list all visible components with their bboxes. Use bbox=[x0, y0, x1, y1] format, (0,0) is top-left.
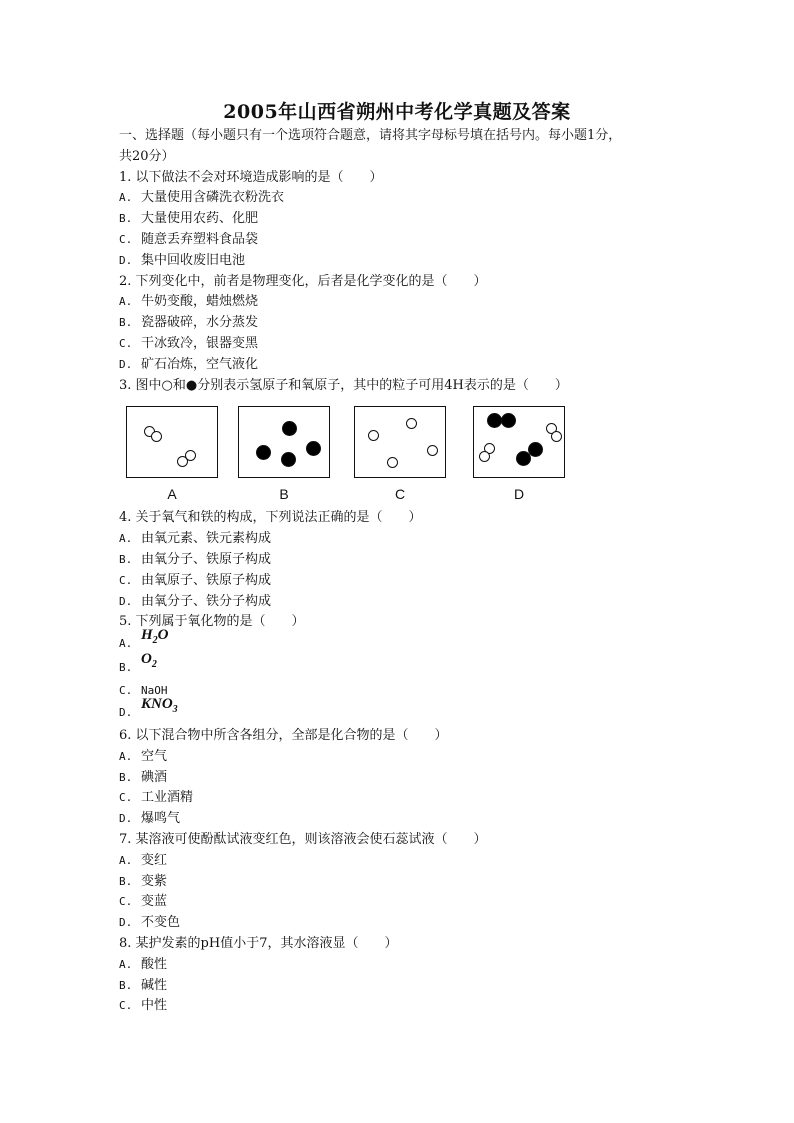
option-letter: A. bbox=[119, 532, 133, 546]
formula-subscript: 2 bbox=[151, 659, 157, 671]
question-4-option-d bbox=[119, 592, 679, 613]
option-text: 随意丢弃塑料食品袋 bbox=[141, 231, 259, 247]
option-text: 爆鸣气 bbox=[141, 811, 181, 827]
hydrogen-atom bbox=[185, 450, 196, 461]
oxygen-atom bbox=[306, 441, 321, 456]
option-text: 大量使用农药、化肥 bbox=[141, 211, 259, 227]
option-letter: C. bbox=[119, 895, 133, 909]
question-2-option-c bbox=[119, 334, 679, 355]
option-letter: A. bbox=[119, 637, 133, 651]
option-letter: D. bbox=[119, 812, 133, 826]
option-text: 酸性 bbox=[141, 956, 168, 972]
question-7-option-c bbox=[119, 892, 679, 913]
question-7-option-a bbox=[119, 851, 679, 872]
question-2-option-b bbox=[119, 313, 679, 334]
question-8-option-a bbox=[119, 955, 679, 976]
option-letter: C. bbox=[119, 573, 133, 587]
option-text: 中性 bbox=[141, 998, 168, 1014]
question-7-option-d bbox=[119, 913, 679, 934]
option-letter: B. bbox=[119, 874, 133, 888]
option-text: NaOH bbox=[141, 684, 168, 698]
figure-label-d: D bbox=[513, 486, 525, 503]
option-letter: A. bbox=[119, 295, 133, 309]
formula-kno3 bbox=[141, 695, 178, 715]
hydrogen-atom bbox=[551, 431, 562, 442]
option-text: 变蓝 bbox=[141, 894, 168, 910]
question-6-option-a bbox=[119, 747, 679, 768]
option-letter: C. bbox=[119, 336, 133, 350]
figure-label-b: B bbox=[279, 486, 289, 503]
question-2-option-a bbox=[119, 292, 679, 313]
figure-box-a bbox=[126, 406, 218, 478]
option-text: 由氧分子、铁分子构成 bbox=[141, 593, 272, 609]
option-letter: D. bbox=[119, 357, 133, 371]
page-title: 2005年山西省朔州中考化学真题及答案 bbox=[223, 101, 571, 123]
question-2-stem: 2. 下列变化中，前者是物理变化，后者是化学变化的是（ ） bbox=[119, 273, 487, 289]
option-letter: D. bbox=[119, 916, 133, 930]
formula-h2o bbox=[141, 627, 169, 647]
hydrogen-atom bbox=[387, 457, 398, 468]
option-text: 由氧分子、铁原子构成 bbox=[141, 551, 272, 567]
question-5-option-d bbox=[119, 695, 679, 726]
question-1-option-c bbox=[119, 230, 679, 251]
question-7-option-b bbox=[119, 872, 679, 893]
option-letter: B. bbox=[119, 552, 133, 566]
option-letter: B. bbox=[119, 316, 133, 330]
figure-box-d bbox=[473, 406, 565, 478]
option-letter: B. bbox=[119, 770, 133, 784]
option-letter: B. bbox=[119, 978, 133, 992]
option-text: 碘酒 bbox=[141, 769, 168, 785]
question-8-stem: 8. 某护发素的pH值小于7，其水溶液显（ ） bbox=[119, 935, 398, 951]
option-text: 由氧原子、铁原子构成 bbox=[141, 572, 272, 588]
oxygen-atom bbox=[281, 452, 296, 467]
hydrogen-atom bbox=[406, 418, 417, 429]
option-text: 变紫 bbox=[141, 873, 168, 889]
question-4-option-a bbox=[119, 529, 679, 550]
oxygen-atom bbox=[256, 445, 271, 460]
figure-label-a: A bbox=[167, 486, 177, 503]
option-letter: C. bbox=[119, 999, 133, 1013]
option-letter: C. bbox=[119, 684, 133, 698]
question-5-option-c bbox=[119, 681, 679, 702]
section-header-line-1: 一、选择题（每小题只有一个选项符合题意，请将其字母标号填在括号内。每小题1分， bbox=[119, 128, 622, 143]
option-letter: A. bbox=[119, 853, 133, 867]
exam-content bbox=[119, 126, 679, 1017]
hydrogen-atom bbox=[427, 445, 438, 456]
question-6-stem: 6. 以下混合物中所含各组分，全部是化合物的是（ ） bbox=[119, 727, 448, 743]
option-text: 瓷器破碎，水分蒸发 bbox=[141, 315, 259, 331]
option-letter: B. bbox=[119, 661, 133, 675]
figure-box-b bbox=[238, 406, 330, 478]
question-5-stem: 5. 下列属于氧化物的是（ ） bbox=[119, 614, 305, 630]
question-8-option-c bbox=[119, 996, 679, 1017]
question-1-option-a bbox=[119, 188, 679, 209]
question-6-option-c bbox=[119, 788, 679, 809]
option-letter: A. bbox=[119, 749, 133, 763]
question-6-option-d bbox=[119, 809, 679, 830]
figure-box-c bbox=[354, 406, 446, 478]
question-1-stem: 1. 以下做法不会对环境造成影响的是（ ） bbox=[119, 169, 383, 185]
question-1-option-d bbox=[119, 251, 679, 272]
formula-part: KNO bbox=[141, 695, 173, 712]
formula-subscript: 2 bbox=[152, 635, 158, 647]
formula-part: H bbox=[141, 627, 153, 644]
option-text: 大量使用含磷洗衣粉洗衣 bbox=[141, 190, 285, 206]
option-letter: A. bbox=[119, 957, 133, 971]
option-letter: A. bbox=[119, 191, 133, 205]
oxygen-atom bbox=[516, 451, 531, 466]
formula-part: O bbox=[141, 651, 152, 668]
question-7-stem: 7. 某溶液可使酚酞试液变红色，则该溶液会使石蕊试液（ ） bbox=[119, 831, 487, 847]
option-letter: D. bbox=[119, 594, 133, 608]
oxygen-atom bbox=[501, 413, 516, 428]
question-4-option-b bbox=[119, 550, 679, 571]
question-5-option-a bbox=[119, 627, 679, 657]
question-4-stem: 4. 关于氧气和铁的构成，下列说法正确的是（ ） bbox=[119, 510, 422, 526]
question-3-stem: 3. 图中○和●分别表示氢原子和氧原子，其中的粒子可用4H表示的是（ ） bbox=[119, 377, 568, 393]
question-8-option-b bbox=[119, 976, 679, 997]
option-text: 矿石冶炼，空气液化 bbox=[141, 356, 259, 372]
question-6-option-b bbox=[119, 768, 679, 789]
option-text: 干冰致冷，银器变黑 bbox=[141, 335, 259, 351]
section-header-line-2: 共20分） bbox=[119, 148, 175, 164]
option-text: 空气 bbox=[141, 748, 168, 764]
hydrogen-atom bbox=[151, 431, 162, 442]
oxygen-atom bbox=[487, 413, 502, 428]
option-text: 集中回收废旧电池 bbox=[141, 252, 246, 268]
formula-o2 bbox=[141, 651, 157, 671]
option-text: 牛奶变酸，蜡烛燃烧 bbox=[141, 294, 259, 310]
figure-label-c: C bbox=[394, 486, 406, 503]
option-text: 工业酒精 bbox=[141, 790, 194, 806]
question-1-option-b bbox=[119, 209, 679, 230]
particle-figure bbox=[119, 396, 679, 508]
option-text: 碱性 bbox=[141, 977, 168, 993]
option-letter: C. bbox=[119, 791, 133, 805]
question-4-option-c bbox=[119, 571, 679, 592]
option-letter: D. bbox=[119, 253, 133, 267]
option-letter: C. bbox=[119, 232, 133, 246]
option-text: 变红 bbox=[141, 852, 168, 868]
option-letter: B. bbox=[119, 212, 133, 226]
question-2-option-d bbox=[119, 355, 679, 376]
formula-subscript: 3 bbox=[172, 703, 178, 715]
option-letter: D. bbox=[119, 705, 133, 719]
hydrogen-atom bbox=[368, 430, 379, 441]
question-5-option-b bbox=[119, 651, 679, 681]
option-text: 不变色 bbox=[141, 915, 181, 931]
oxygen-atom bbox=[282, 421, 297, 436]
option-text: 由氧元素、铁元素构成 bbox=[141, 531, 272, 547]
hydrogen-atom bbox=[479, 451, 490, 462]
formula-part: O bbox=[157, 627, 169, 644]
